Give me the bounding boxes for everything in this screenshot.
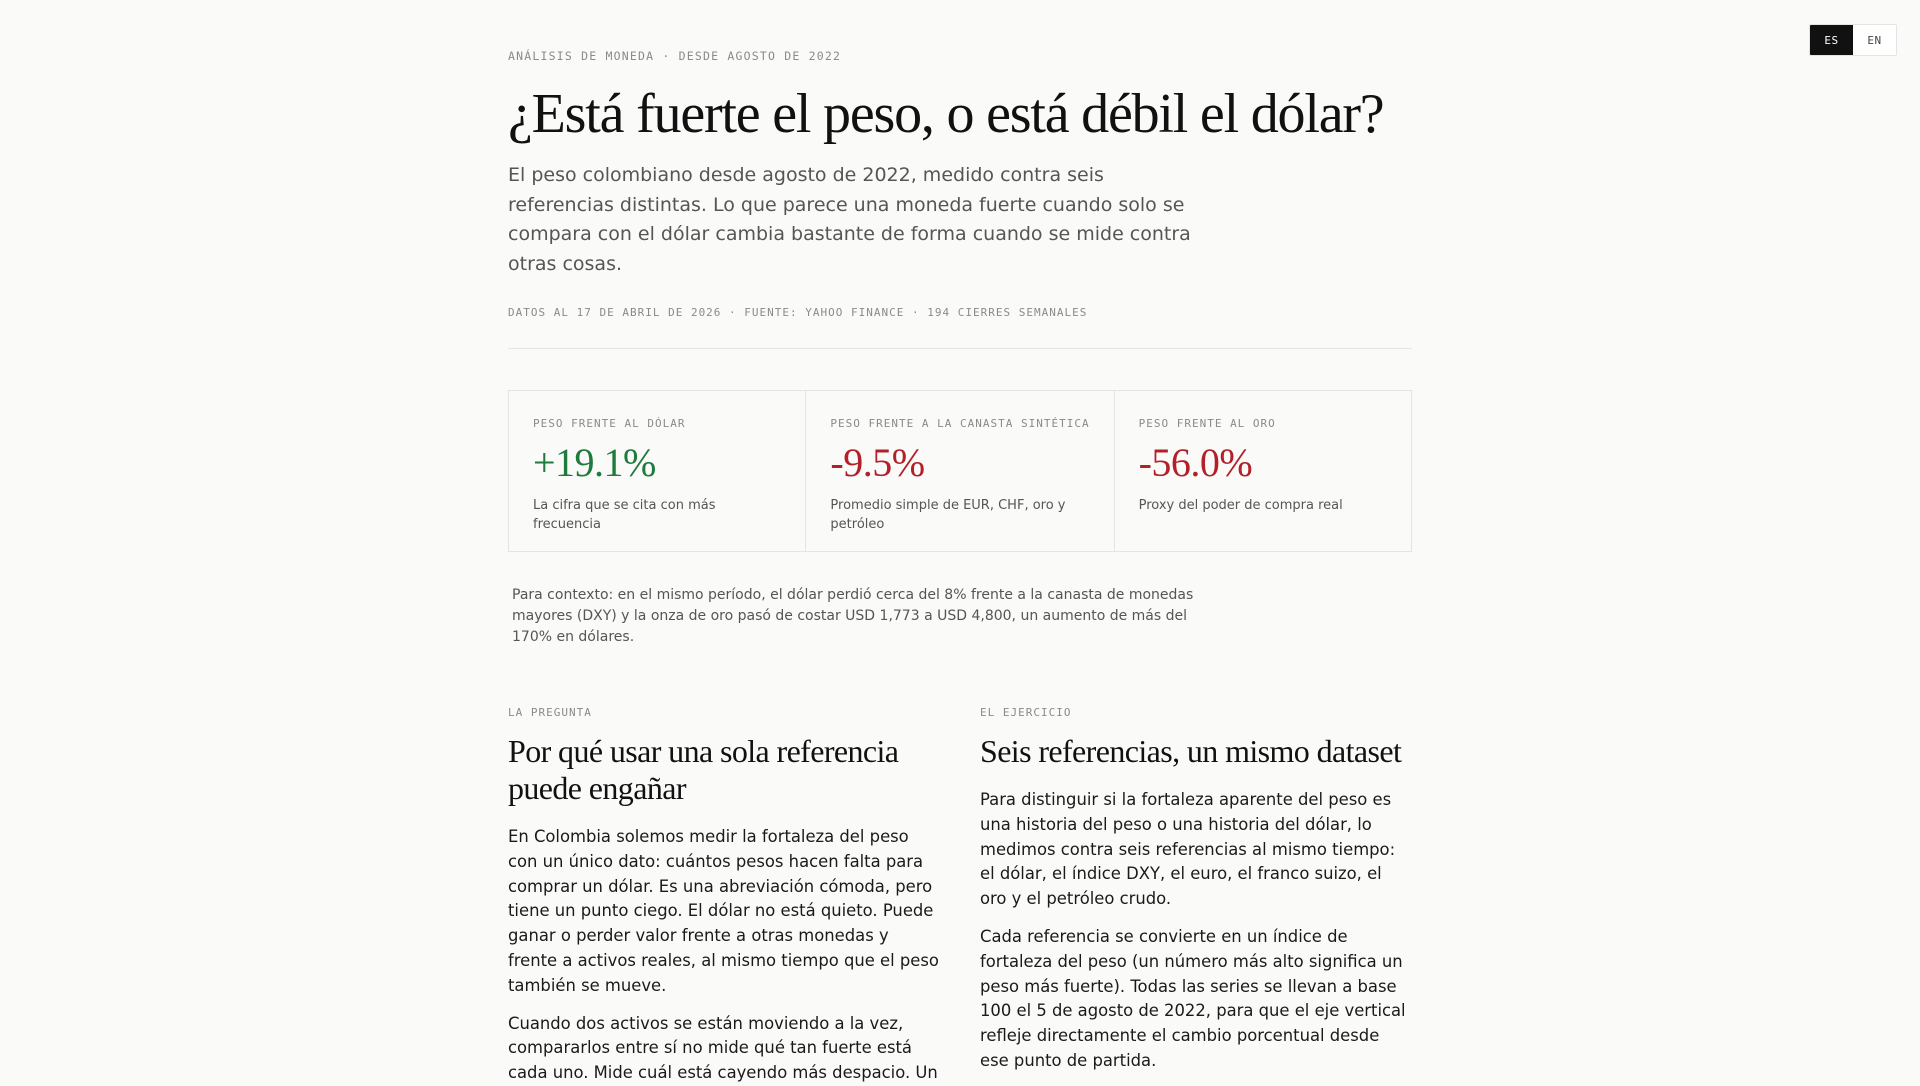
- section-kicker: LA PREGUNTA: [508, 706, 592, 719]
- section-paragraph: Cada referencia se convierte en un índice de fortaleza del peso (un número más alto significa un peso más fuerte). Todas las series se llevan a base 100 el 5 de agosto de 2022, para que el eje vertical refleje directamente el cambio porcentual desde ese punto de partida.: [980, 926, 1406, 1070]
- stat-card-usd: [509, 391, 806, 551]
- section-kicker: EL EJERCICIO: [980, 706, 1072, 719]
- page-subtitle: El peso colombiano desde agosto de 2022, medido contra seis referencias distintas. Lo que parece una moneda fuerte cuando solo se compara con el dólar cambia bastante de forma cuando se mide contra otras cosas.: [508, 164, 1191, 275]
- data-source-meta: DATOS AL 17 DE ABRIL DE 2026 · FUENTE: YAHOO FINANCE · 194 CIERRES SEMANALES: [508, 306, 1088, 319]
- page-title: ¿Está fuerte el peso, o está débil el dólar?: [508, 83, 1384, 145]
- stat-description: La cifra que se cita con más frecuencia: [533, 498, 716, 532]
- stat-description: Proxy del poder de compra real: [1138, 498, 1343, 513]
- lang-button-en[interactable]: EN: [1867, 33, 1882, 47]
- section-title: Por qué usar una sola referencia puede engañar: [508, 733, 899, 806]
- stat-card-gold: [1115, 391, 1411, 551]
- language-toggle: [1809, 24, 1897, 56]
- stats-panel: [508, 390, 1412, 552]
- stat-value: -56.0%: [1138, 440, 1253, 485]
- header-divider: [508, 348, 1412, 349]
- stat-label: PESO FRENTE A LA CANASTA SINTÉTICA: [830, 417, 1090, 430]
- section-title: Seis referencias, un mismo dataset: [980, 733, 1402, 769]
- stat-value: -9.5%: [830, 440, 925, 485]
- stat-description: Promedio simple de EUR, CHF, oro y petróleo: [830, 498, 1066, 532]
- section-paragraph: Para distinguir si la fortaleza aparente del peso es una historia del peso o una historia del dólar, lo medimos contra seis referencias al mismo tiempo: el dólar, el índice DXY, el euro, el franco suizo, el oro y el petróleo crudo.: [980, 790, 1396, 909]
- stat-label: PESO FRENTE AL ORO: [1138, 417, 1276, 430]
- section-question: [508, 706, 940, 1086]
- section-paragraph: Cuando dos activos se están moviendo a la vez, compararlos entre sí no mide qué tan fuerte está cada uno. Mide cuál está cayendo más despacio. Un: [508, 1013, 938, 1083]
- stat-card-basket: [806, 391, 1114, 551]
- section-paragraph: En Colombia solemos medir la fortaleza del peso con un único dato: cuántos pesos hacen falta para comprar un dólar. Es una abreviación cómoda, pero tiene un punto ciego. El dólar no está quieto. Puede ganar o perder valor frente a otras monedas y frente a activos reales, al mismo tiempo que el peso también se mueve.: [508, 827, 939, 995]
- section-exercise: [980, 706, 1412, 1074]
- stat-label: PESO FRENTE AL DÓLAR: [533, 417, 686, 430]
- article-kicker: ANÁLISIS DE MONEDA · DESDE AGOSTO DE 2022: [508, 49, 842, 63]
- lang-button-es[interactable]: ES: [1810, 25, 1853, 55]
- context-note: Para contexto: en el mismo período, el dólar perdió cerca del 8% frente a la canasta de monedas mayores (DXY) y la onza de oro pasó de costar USD 1,773 a USD 4,800, un aumento de más del 170% en dólares.: [512, 587, 1194, 645]
- stat-value: +19.1%: [533, 440, 656, 485]
